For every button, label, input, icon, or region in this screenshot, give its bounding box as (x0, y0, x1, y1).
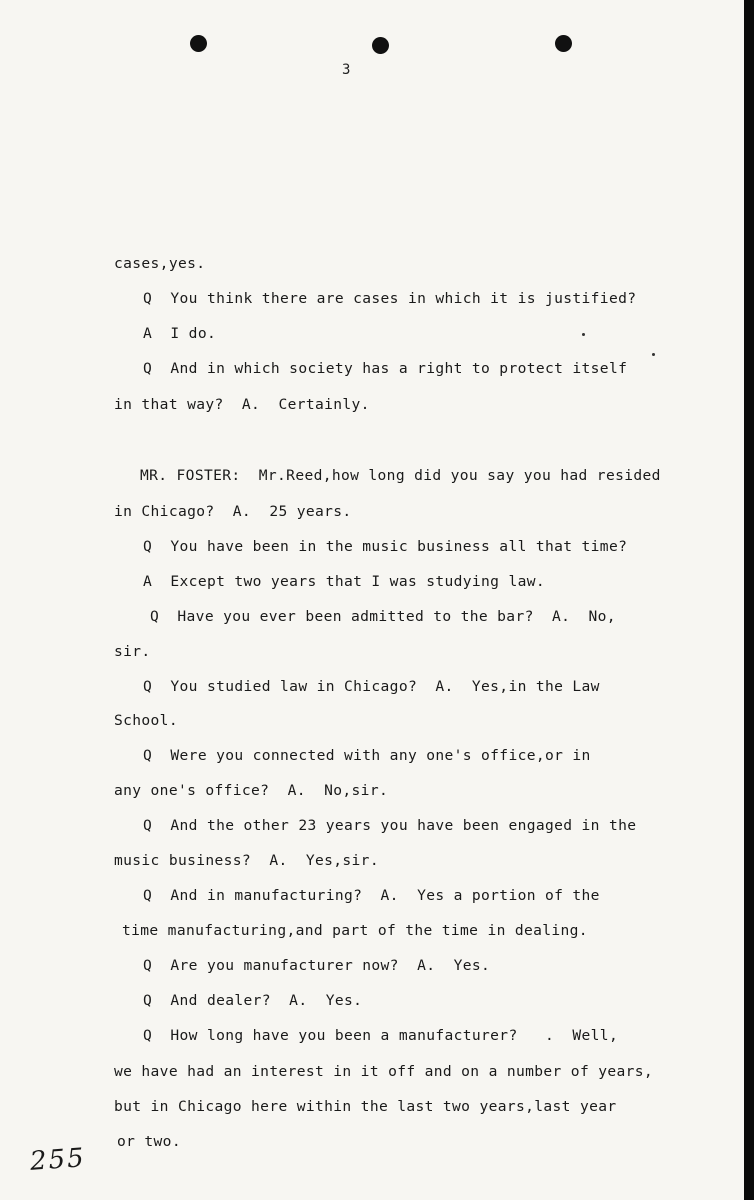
transcript-line: Q Have you ever been admitted to the bar? A. No, (150, 608, 616, 625)
transcript-line: cases,yes. (114, 255, 206, 272)
transcript-line: Q Are you manufacturer now? A. Yes. (143, 957, 491, 974)
ink-speck (652, 353, 655, 356)
punch-hole-left (190, 35, 207, 52)
transcript-line: Q And in manufacturing? A. Yes a portion of the (143, 887, 600, 904)
transcript-line: sir. (114, 643, 151, 660)
transcript-line: in that way? A. Certainly. (114, 396, 370, 413)
transcript-line: time manufacturing,and part of the time in dealing. (122, 922, 588, 939)
transcript-line: Q And the other 23 years you have been engaged in the (143, 817, 637, 834)
transcript-line: music business? A. Yes,sir. (114, 852, 379, 869)
transcript-line: or two. (117, 1133, 181, 1150)
transcript-line: Q And in which society has a right to protect itself (143, 360, 628, 377)
transcript-line: Q You have been in the music business all that time? (143, 538, 628, 555)
ink-speck (582, 333, 585, 336)
transcript-line: any one's office? A. No,sir. (114, 782, 389, 799)
punch-hole-center (372, 37, 389, 54)
transcript-line: Q How long have you been a manufacturer? . Well, (143, 1027, 619, 1044)
page-number: 3 (342, 62, 351, 78)
transcript-line: in Chicago? A. 25 years. (114, 503, 352, 520)
transcript-line: but in Chicago here within the last two years,last year (114, 1098, 617, 1115)
scan-edge (744, 0, 754, 1200)
handwritten-margin-note: 255 (29, 1143, 87, 1177)
transcript-line: School. (114, 712, 178, 729)
transcript-line: we have had an interest in it off and on a number of years, (114, 1063, 654, 1080)
transcript-line: Q Were you connected with any one's office,or in (143, 747, 591, 764)
transcript-line: Q You studied law in Chicago? A. Yes,in the Law (143, 678, 600, 695)
transcript-line: Q And dealer? A. Yes. (143, 992, 363, 1009)
transcript-line: MR. FOSTER: Mr.Reed,how long did you say you had resided (140, 467, 661, 484)
transcript-line: A Except two years that I was studying law. (143, 573, 545, 590)
transcript-line: A I do. (143, 325, 217, 342)
punch-hole-right (555, 35, 572, 52)
transcript-line: Q You think there are cases in which it is justified? (143, 290, 637, 307)
